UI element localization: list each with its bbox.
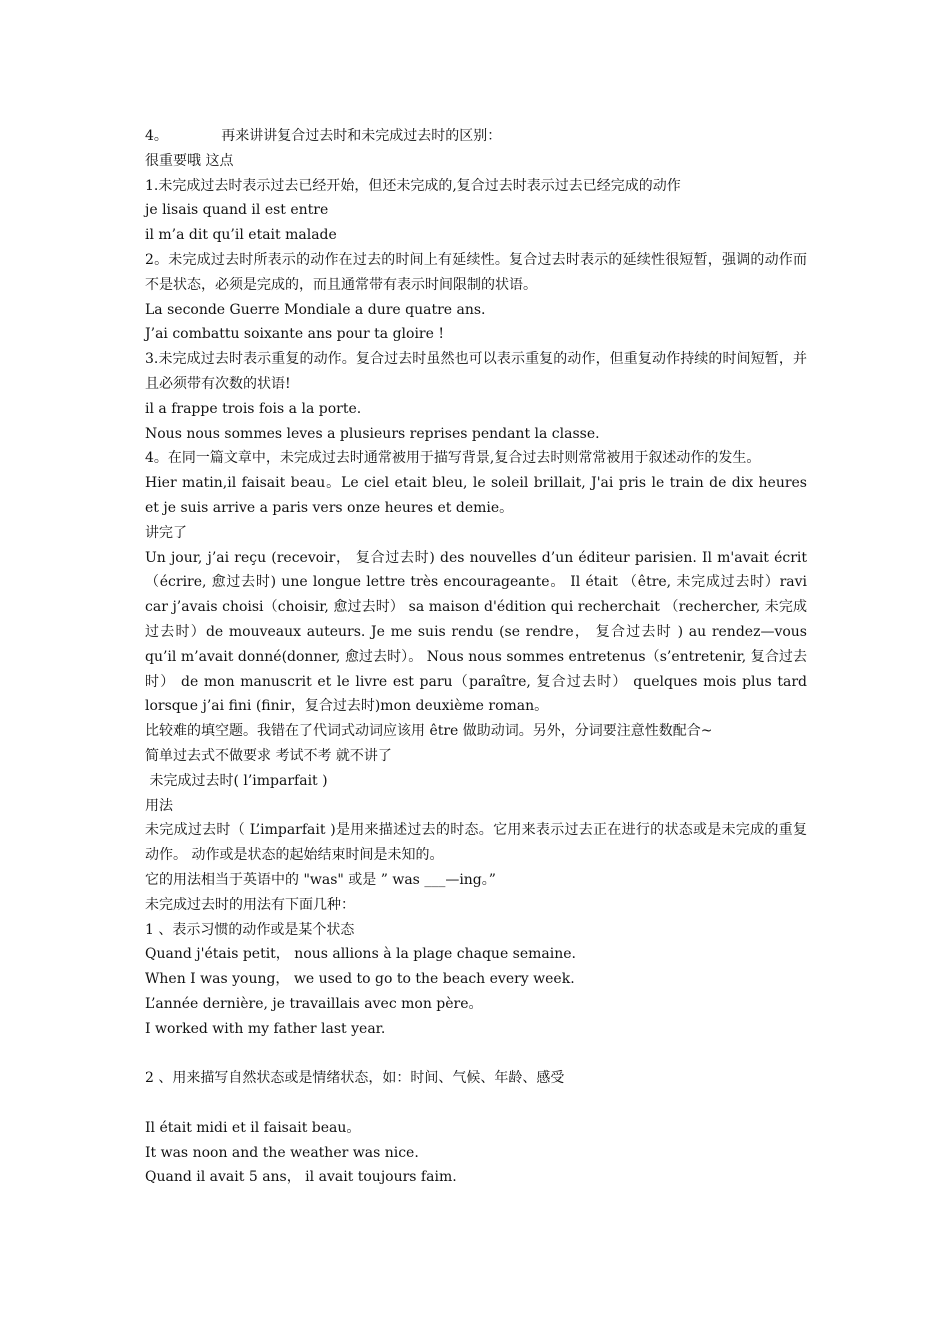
- example-sentence: J’ai combattu soixante ans pour ta gloire !: [145, 326, 444, 343]
- paragraph: 很重要哦 这点: [145, 152, 234, 169]
- usage-heading: 用法: [145, 797, 173, 814]
- paragraph: 1.未完成过去时表示过去已经开始，但还未完成的,复合过去时表示过去已经完成的动作: [145, 177, 681, 194]
- example-sentence: je lisais quand il est entre: [145, 202, 329, 219]
- paragraph: 2。未完成过去时所表示的动作在过去的时间上有延续性。复合过去时表示的延续性很短暂，强调的动作而不是状态，必须是完成的，而且通常带有表示时间限制的状语。: [145, 251, 807, 293]
- paragraph: 它的用法相当于英语中的 "was" 或是 ” was ___—ing。”: [145, 871, 496, 888]
- paragraph: 3.未完成过去时表示重复的动作。复合过去时虽然也可以表示重复的动作，但重复动作持续的时间短暂，并且必须带有次数的状语!: [145, 351, 807, 392]
- usage-item-heading: 1 、表示习惯的动作或是某个状态: [145, 921, 355, 938]
- paragraph: 4。在同一篇文章中，未完成过去时通常被用于描写背景,复合过去时则常常被用于叙述动作的发生。: [145, 450, 761, 467]
- example-sentence: il a frappe trois fois a la porte.: [145, 400, 362, 417]
- paragraph: 讲完了: [145, 524, 187, 541]
- imparfait-heading: 未完成过去时( l’imparfait ): [145, 772, 328, 789]
- example-sentence: La seconde Guerre Mondiale a dure quatre ans.: [145, 301, 486, 318]
- paragraph: 未完成过去时（ L’imparfait )是用来描述过去的时态。它用来表示过去正在进行的状态或是未完成的重复动作。 动作或是状态的起始结束时间是未知的。: [145, 822, 807, 864]
- example-sentence: L’année dernière, je travaillais avec mon père。: [145, 995, 483, 1012]
- paragraph: 未完成过去时的用法有下面几种：: [145, 896, 355, 913]
- example-sentence: Il était midi et il faisait beau。: [145, 1119, 361, 1136]
- example-paragraph: Hier matin,il faisait beau。Le ciel etait bleu, le soleil brillait, J'ai pris le train de dix heures et je suis arrive a paris vers onze heures et demie。: [145, 475, 807, 516]
- example-sentence: il m’a dit qu’il etait malade: [145, 227, 337, 244]
- document-page: [145, 124, 807, 1190]
- example-sentence: I worked with my father last year.: [145, 1020, 386, 1037]
- example-sentence: Quand j'étais petit， nous allions à la plage chaque semaine.: [145, 946, 577, 963]
- example-sentence: Quand il avait 5 ans， il avait toujours faim.: [145, 1169, 457, 1186]
- exercise-paragraph: Un jour, j’ai reçu (recevoir， 复合过去时) des nouvelles d’un éditeur parisien. Il m'avait écrit（écrire, 愈过去时) une longue lettre très encourageante。 Il était （être, 未完成过去时）ravi car j’avais choisi（choisir, 愈过去时） sa maison d'édition qui recherchait （rechercher, 未完成过去时）de mouveaux auteurs. Je me suis rendu (se rendre， 复合过去时 ) au rendez—vous qu’il m’avait donné(donner, 愈过去时）。 Nous nous sommes entretenus（s’entretenir, 复合过去时） de mon manuscrit et le livre est paru（paraître, 复合过去时） quelques mois plus tard lorsque j’ai fini (finir，复合过去时)mon deuxième roman。: [145, 549, 807, 715]
- section-4-heading: 4。 再来讲讲复合过去时和未完成过去时的区别：: [145, 128, 502, 144]
- blank-line: [145, 1041, 807, 1066]
- paragraph: 比较难的填空题。我错在了代词式动词应该用 être 做助动词。另外，分词要注意性数配合~: [145, 723, 713, 740]
- example-sentence: When I was young， we used to go to the beach every week.: [145, 971, 575, 988]
- paragraph: 简单过去式不做要求 考试不考 就不讲了: [145, 747, 392, 764]
- usage-item-heading: 2 、用来描写自然状态或是情绪状态，如：时间、气候、年龄、感受: [145, 1070, 565, 1087]
- example-sentence: Nous nous sommes leves a plusieurs reprises pendant la classe.: [145, 425, 600, 442]
- blank-line: [145, 1091, 807, 1116]
- example-sentence: It was noon and the weather was nice.: [145, 1144, 419, 1161]
